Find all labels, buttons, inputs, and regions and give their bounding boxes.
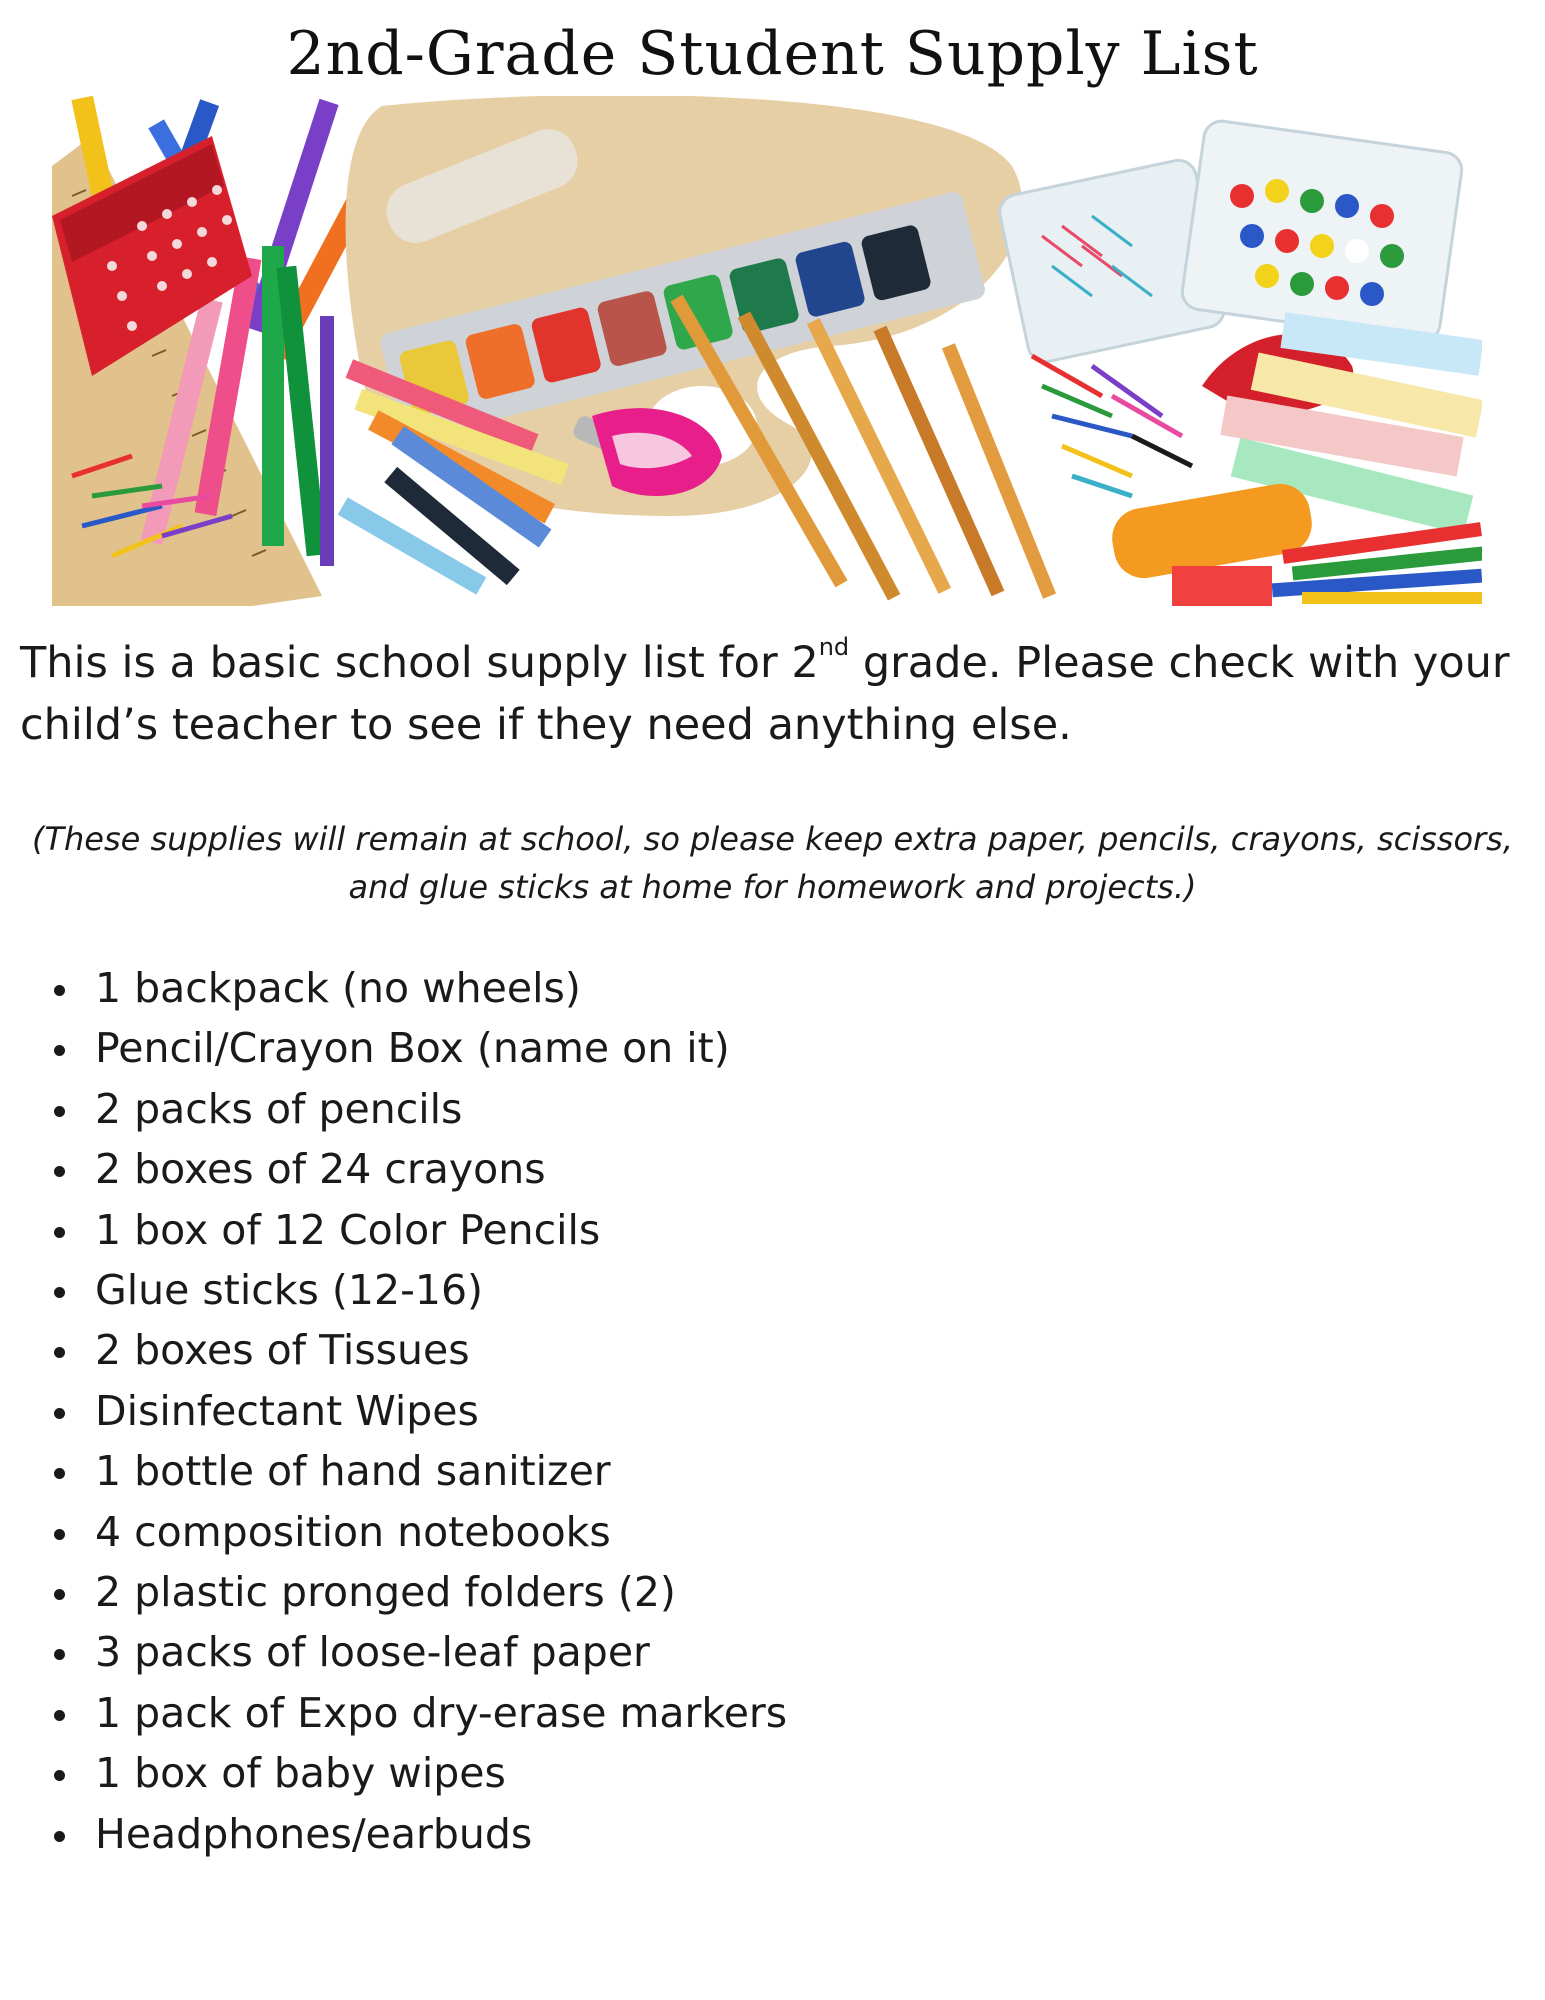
list-item (0, 1441, 787, 1501)
bullet-icon (54, 1166, 65, 1177)
list-item (0, 1502, 787, 1562)
bullet-icon (54, 1045, 65, 1056)
bullet-icon (54, 1529, 65, 1540)
supplies-note: (These supplies will remain at school, so please keep extra paper, pencils, crayons, scissors, and glue sticks at home for homework and projects.) (31, 820, 1514, 906)
bullet-icon (54, 1589, 65, 1600)
bullet-icon (54, 1770, 65, 1781)
intro-paragraph (20, 632, 1520, 756)
bullet-icon (54, 1106, 65, 1117)
list-item-text: 2 boxes of Tissues (95, 1326, 470, 1375)
list-item (0, 1381, 787, 1441)
list-item-text: Headphones/earbuds (95, 1809, 533, 1858)
bullet-icon (54, 1287, 65, 1298)
bullet-icon (54, 985, 65, 996)
bullet-icon (54, 1649, 65, 1660)
school-supplies-banner-image (52, 96, 1482, 606)
list-item-text: 4 composition notebooks (95, 1507, 611, 1556)
bullet-icon (54, 1408, 65, 1419)
list-item-text: Disinfectant Wipes (95, 1386, 479, 1435)
bullet-icon (54, 1831, 65, 1842)
list-item (0, 1804, 787, 1864)
list-item-text: 2 packs of pencils (95, 1084, 463, 1133)
list-item (0, 1622, 787, 1682)
list-item (0, 1079, 787, 1139)
list-item (0, 958, 787, 1018)
list-item-text: 1 box of baby wipes (95, 1749, 506, 1798)
intro-text-part1: This is a basic school supply list for 2 (20, 638, 819, 688)
list-item-text: 1 pack of Expo dry-erase markers (95, 1688, 788, 1737)
list-item (0, 1320, 787, 1380)
list-item (0, 1743, 787, 1803)
list-item (0, 1562, 787, 1622)
list-item (0, 1260, 787, 1320)
list-item-text: Pencil/Crayon Box (name on it) (95, 1024, 730, 1073)
list-item-text: 3 packs of loose-leaf paper (95, 1628, 650, 1677)
supply-list (0, 958, 787, 1864)
intro-text-part2: grade. Please check with your child’s teacher to see if they need anything else. (20, 638, 1510, 750)
page-title: 2nd-Grade Student Supply List (286, 19, 1259, 89)
list-item-text: 1 box of 12 Color Pencils (95, 1205, 601, 1254)
bullet-icon (54, 1710, 65, 1721)
list-item-text: 2 boxes of 24 crayons (95, 1145, 546, 1194)
push-pins-box-illustration (1180, 119, 1464, 343)
list-item (0, 1018, 787, 1078)
list-item-text: 2 plastic pronged folders (2) (95, 1568, 676, 1617)
list-item (0, 1683, 787, 1743)
intro-superscript: nd (818, 633, 850, 661)
bullet-icon (54, 1347, 65, 1358)
list-item-text: 1 backpack (no wheels) (95, 964, 581, 1012)
bullet-icon (54, 1468, 65, 1479)
list-item (0, 1139, 787, 1199)
bullet-icon (54, 1227, 65, 1238)
list-item (0, 1200, 787, 1260)
list-item-text: Glue sticks (12-16) (95, 1266, 484, 1315)
list-item-text: 1 bottle of hand sanitizer (95, 1447, 611, 1496)
